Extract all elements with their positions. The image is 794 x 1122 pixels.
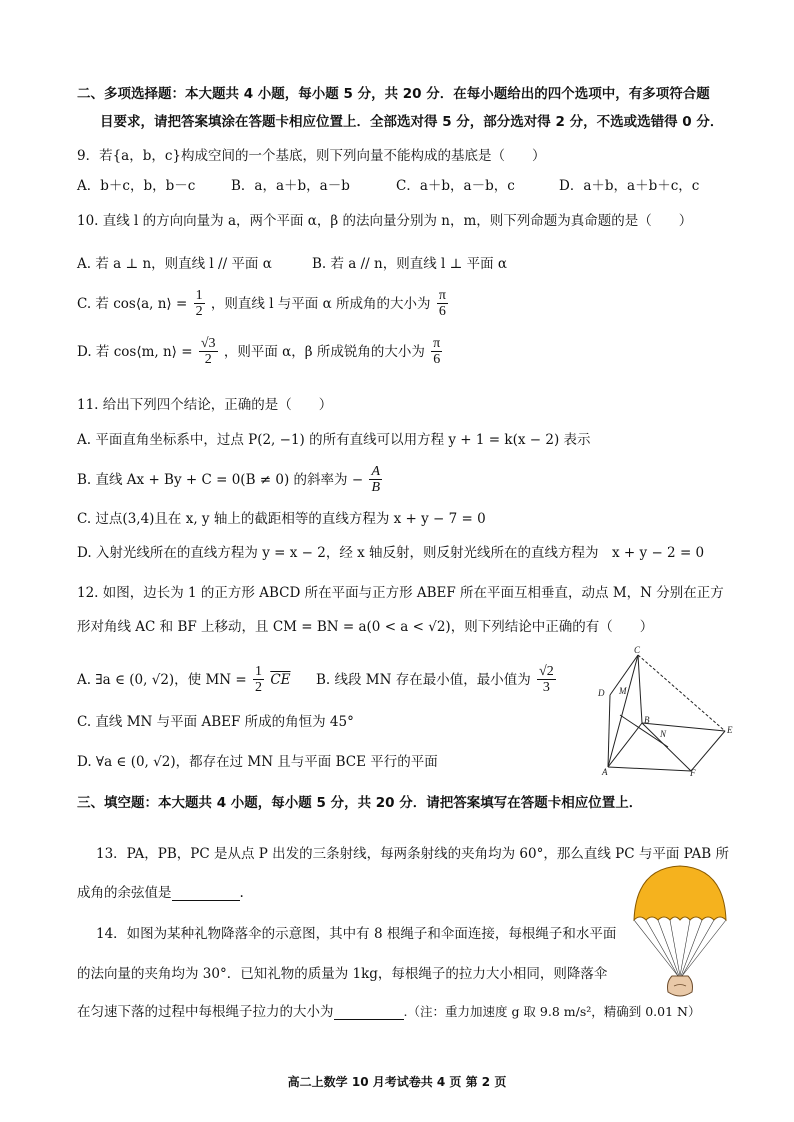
section2-heading-line2: 目要求，请把答案填涂在答题卡相应位置上．全部选对得 5 分，部分选对得 2 分，不选或选错得 0 分． xyxy=(100,114,724,130)
q10-c-den: 2 xyxy=(195,304,203,320)
q9-option-a: A．b＋c，b，b－c xyxy=(77,178,196,194)
edge-ce xyxy=(638,655,725,731)
fig-label-n: N xyxy=(660,729,667,739)
q11-option-a: A. 平面直角坐标系中，过点 P(2, −1) 的所有直线可以用方程 y + 1 = k(x − 2) 表示 xyxy=(77,432,591,448)
q9-option-d: D．a＋b，a＋b＋c，c xyxy=(559,178,700,194)
edge-af xyxy=(608,767,691,771)
q9-option-c: C．a＋b，a－b，c xyxy=(396,178,515,194)
q10-c-num: 1 xyxy=(195,288,203,303)
parachute-figure xyxy=(630,862,730,1002)
q10-c-prefix: C. 若 cos⟨a, n⟩ = xyxy=(77,295,188,312)
fig-label-b: B xyxy=(644,715,650,725)
q10-option-c xyxy=(77,288,450,320)
q12-b-fraction xyxy=(537,664,556,696)
q11-option-c: C. 过点(3,4)且在 x, y 轴上的截距相等的直线方程为 x + y − 7 = 0 xyxy=(77,511,486,527)
q14-note: .（注：重力加速度 g 取 9.8 m/s²，精确到 0.01 N） xyxy=(403,1004,701,1019)
parachute-ropes xyxy=(634,920,726,976)
q13-line1: 13．PA，PB，PC 是从点 P 出发的三条射线，每两条射线的夹角均为 60°，那么直线 PC 与平面 PAB 所 xyxy=(96,846,729,862)
q10-option-d xyxy=(77,336,444,368)
q11-option-b xyxy=(77,464,384,496)
q13-line2-text: 成角的余弦值是 xyxy=(77,885,172,901)
edge-ef xyxy=(691,731,725,771)
q10-c-answer xyxy=(437,288,448,320)
q10-d-middle: ，则平面 α，β 所成锐角的大小为 xyxy=(223,343,425,360)
q11-b-fraction xyxy=(369,464,382,496)
q12-line2: 形对角线 AC 和 BF 上移动，且 CM = BN = a(0 < a < √2)，则下列结论中正确的有（ ） xyxy=(77,619,654,635)
edge-ab xyxy=(608,723,642,767)
q12-option-c: C. 直线 MN 与平面 ABEF 所成的角恒为 45° xyxy=(77,714,354,730)
q10-c-ans-num: π xyxy=(438,288,446,303)
page-footer: 高二上数学 10 月考试卷共 4 页 第 2 页 xyxy=(287,1075,507,1089)
q10-option-b: B. 若 a // n，则直线 l ⊥ 平面 α xyxy=(312,256,508,272)
fig-label-a: A xyxy=(602,767,608,777)
q11-option-d: D. 入射光线所在的直线方程为 y = x − 2，经 x 轴反射，则反射光线所在的直线方程为 x + y − 2 = 0 xyxy=(77,545,705,561)
q11-b-prefix: B. 直线 Ax + By + C = 0(B ≠ 0) 的斜率为 − xyxy=(77,471,364,488)
q12-a-prefix: A. ∃a ∈ (0, √2)，使 MN = xyxy=(77,671,247,688)
diagonal-ac xyxy=(608,655,638,767)
fig-label-m: M xyxy=(619,686,627,696)
q12-a-num: 1 xyxy=(255,664,263,679)
q14-line1: 14．如图为某种礼物降落伞的示意图，其中有 8 根绳子和伞面连接，每根绳子和水平面 xyxy=(96,926,617,942)
q12-line1: 12. 如图，边长为 1 的正方形 ABCD 所在平面与正方形 ABEF 所在平面互相垂直，动点 M，N 分别在正方 xyxy=(77,585,724,601)
section2-heading-line1: 二、多项选择题：本大题共 4 小题，每小题 5 分，共 20 分．在每小题给出的四个选项中，有多项符合题 xyxy=(77,86,710,102)
q11-b-num: A xyxy=(371,464,380,479)
q12-b-den: 3 xyxy=(542,680,550,696)
q13-line2-end: . xyxy=(239,885,244,901)
fig-label-e: E xyxy=(727,725,733,735)
q13-answer-blank xyxy=(172,886,240,901)
q9-stem: 9．若{a，b，c}构成空间的一个基底，则下列向量不能构成的基底是（ ） xyxy=(77,148,546,164)
q10-d-ans-num: π xyxy=(433,336,441,351)
q10-d-num: √3 xyxy=(200,336,216,351)
fig-label-d: D xyxy=(598,688,605,698)
edge-cb xyxy=(638,655,642,723)
q10-c-ans-den: 6 xyxy=(438,304,446,320)
q14-line3-text: 在匀速下落的过程中每根绳子拉力的大小为 xyxy=(77,1004,334,1020)
fig-label-f: F xyxy=(690,768,696,777)
q12-geometry-figure xyxy=(590,645,740,777)
q12-option-b xyxy=(316,664,558,696)
section3-heading: 三、填空题：本大题共 4 小题，每小题 5 分，共 20 分．请把答案填写在答题卡相应位置上． xyxy=(77,795,643,811)
q13-line2 xyxy=(77,885,244,901)
gift-bag xyxy=(668,976,693,996)
q10-stem: 10. 直线 l 的方向向量为 a，两个平面 α，β 的法向量分别为 n，m，则下列命题为真命题的是（ ） xyxy=(77,213,693,229)
parachute-canopy xyxy=(634,866,726,920)
q12-b-num: √2 xyxy=(539,664,554,679)
q12-a-fraction xyxy=(253,664,264,696)
q10-d-ans-den: 6 xyxy=(433,352,441,368)
q9-option-b: B．a，a＋b，a－b xyxy=(231,178,350,194)
q10-d-den: 2 xyxy=(204,352,212,368)
q10-c-middle: ，则直线 l 与平面 α 所成角的大小为 xyxy=(210,295,431,312)
q12-a-den: 2 xyxy=(255,680,263,696)
diagonal-bf xyxy=(642,723,691,771)
edge-da xyxy=(608,695,610,767)
q10-c-fraction xyxy=(194,288,205,320)
q11-stem: 11. 给出下列四个结论，正确的是（ ） xyxy=(77,397,333,413)
q14-line2: 的法向量的夹角均为 30°．已知礼物的质量为 1kg，每根绳子的拉力大小相同，则降落伞 xyxy=(77,966,608,982)
q14-answer-blank xyxy=(334,1005,404,1020)
q12-b-prefix: B. 线段 MN 存在最小值，最小值为 xyxy=(316,671,531,688)
q14-line3 xyxy=(77,1004,700,1020)
q10-d-prefix: D. 若 cos⟨m, n⟩ = xyxy=(77,343,193,360)
q11-b-den: B xyxy=(371,480,380,496)
q12-option-a xyxy=(77,664,291,696)
q12-a-vector: $\overline{CE}$ xyxy=(270,671,291,688)
q12-option-d: D. ∀a ∈ (0, √2)，都存在过 MN 且与平面 BCE 平行的平面 xyxy=(77,754,438,770)
q10-d-answer xyxy=(431,336,442,368)
q10-d-fraction xyxy=(199,336,218,368)
edge-be xyxy=(642,723,725,731)
q10-option-a: A. 若 a ⊥ n，则直线 l // 平面 α xyxy=(77,256,272,272)
fig-label-c: C xyxy=(634,645,641,655)
